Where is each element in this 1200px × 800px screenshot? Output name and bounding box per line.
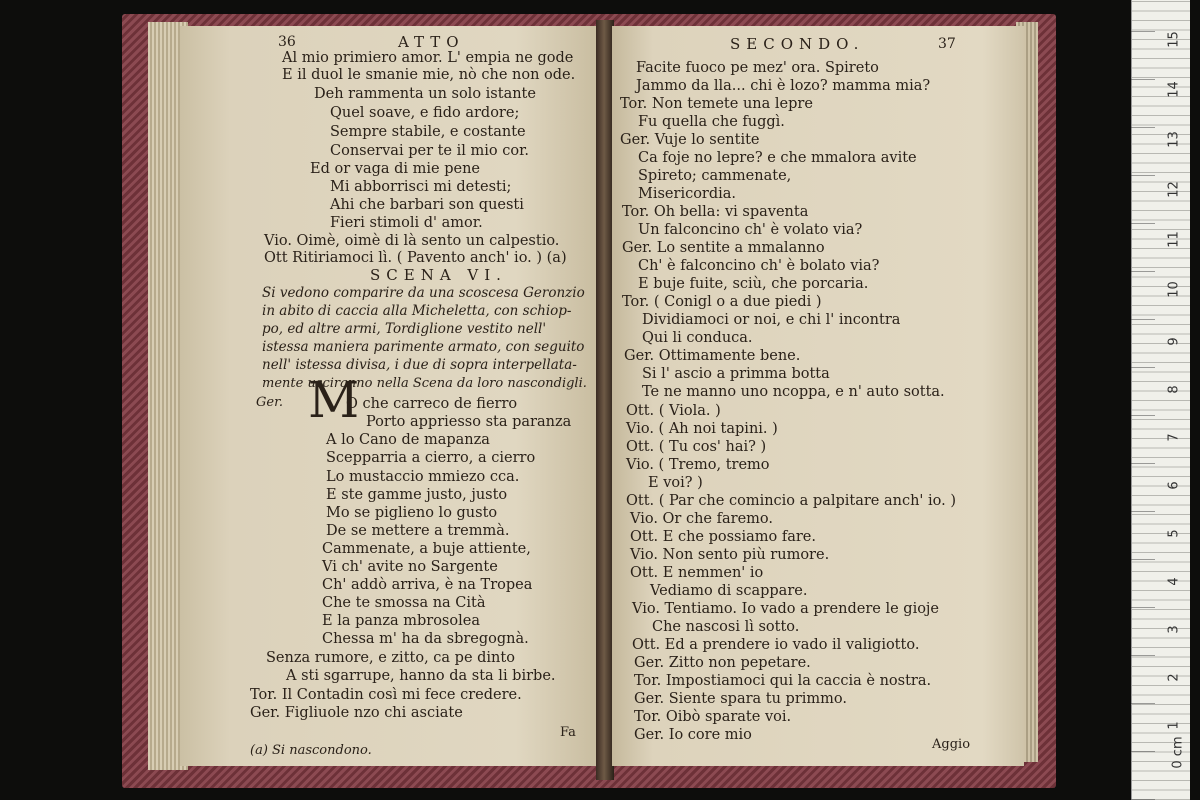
text-line: Facite fuoco pe mez' ora. Spireto	[636, 60, 879, 76]
ruler-label: 8	[1166, 385, 1182, 394]
text-line: Fieri stimoli d' amor.	[330, 215, 483, 231]
ruler-label: 12	[1166, 181, 1182, 198]
text-line: Ott. ( Viola. )	[626, 403, 721, 419]
text-line: Ger. Vuje lo sentite	[620, 132, 760, 148]
text-line: Tor. ( Conigl o a due piedi )	[622, 294, 822, 310]
text-line: Mo se piglieno lo gusto	[326, 505, 498, 521]
text-line: Ger. Zitto non pepetare.	[634, 655, 811, 671]
text-line: Ch' addò arriva, è na Tropea	[322, 577, 533, 593]
text-line: Tor. Oh bella: vi spaventa	[622, 204, 809, 220]
text-line: Ger. Figliuole nzo chi asciate	[250, 705, 463, 721]
text-line: E la panza mbrosolea	[322, 613, 480, 629]
text-line: Dividiamoci or noi, e chi l' incontra	[642, 312, 901, 328]
text-line: Vi ch' avite no Sargente	[322, 559, 498, 575]
text-line: Lo mustaccio mmiezo cca.	[326, 469, 520, 485]
stage-direction: Si vedono comparire da una scoscesa Geronzio	[262, 285, 585, 301]
text-line: Ca foje no lepre? e che mmalora avite	[638, 150, 917, 166]
text-line: Porto appriesso sta paranza	[366, 414, 572, 430]
text-line: E il duol le smanie mie, nò che non ode.	[282, 67, 576, 83]
ruler-label: 15	[1166, 31, 1182, 48]
right-page	[612, 26, 1024, 766]
text-line: E buje fuite, sciù, che porcaria.	[638, 276, 869, 292]
drop-cap: M	[308, 371, 360, 429]
ruler-label: 13	[1166, 131, 1182, 148]
text-line: Ed or vaga di mie pene	[310, 161, 481, 177]
text-line: Tor. Impostiamoci qui la caccia è nostra.	[634, 673, 932, 689]
ruler-label: 10	[1166, 281, 1182, 298]
text-line: O che carreco de fierro	[346, 396, 518, 412]
text-line: Te ne manno uno ncoppa, e n' auto sotta.	[642, 384, 945, 400]
text-line: A lo Cano de mapanza	[326, 432, 490, 448]
text-line: E ste gamme justo, justo	[326, 487, 508, 503]
catchword: Fa	[560, 725, 576, 740]
text-line: Ch' è falconcino ch' è bolato via?	[638, 258, 880, 274]
text-line: Mi abborrisci mi detesti;	[330, 179, 512, 195]
text-line: Chessa m' ha da sbregognà.	[322, 631, 529, 647]
stage-direction: mente usciranno nella Scena da loro nascondigli.	[262, 376, 587, 391]
text-line: Ott Ritiriamoci lì. ( Pavento anch' io. ) (a)	[264, 250, 567, 266]
stage-direction: in abito di caccia alla Micheletta, con schiop-	[262, 303, 572, 319]
text-line: Ott. Ed a prendere io vado il valigiotto.	[632, 637, 920, 653]
text-line: Si l' ascio a primma botta	[642, 366, 830, 382]
text-line: Ott. ( Tu cos' hai? )	[626, 439, 767, 455]
text-line: Quel soave, e fido ardore;	[330, 105, 520, 121]
text-line: Deh rammenta un solo istante	[314, 86, 536, 102]
ruler-label: 11	[1166, 231, 1182, 248]
ruler-label: 4	[1166, 577, 1182, 586]
text-line: A sti sgarrupe, hanno da sta li birbe.	[286, 668, 556, 684]
ruler-label: 1	[1166, 721, 1182, 730]
text-line: Qui li conduca.	[642, 330, 753, 346]
left-running-head: ATTO	[398, 33, 465, 51]
left-page	[180, 26, 600, 766]
right-running-head: SECONDO.	[730, 35, 865, 53]
text-line: Tor. Il Contadin così mi fece credere.	[250, 687, 522, 703]
text-line: Misericordia.	[638, 186, 737, 202]
ruler-label: 14	[1166, 81, 1182, 98]
text-line: Conservai per te il mio cor.	[330, 143, 530, 159]
text-line: Jammo da lla... chi è lozo? mamma mia?	[636, 78, 931, 94]
text-line: Fu quella che fuggì.	[638, 114, 785, 130]
text-line: Ger. Lo sentite a mmalanno	[622, 240, 825, 256]
text-line: Che te smossa na Cità	[322, 595, 486, 611]
text-line: Ott. E che possiamo fare.	[630, 529, 817, 545]
ruler-label: 3	[1166, 625, 1182, 634]
text-line: Vio. Oimè, oimè di là sento un calpestio.	[264, 233, 560, 249]
text-line: Cammenate, a buje attiente,	[322, 541, 531, 557]
text-line: Sempre stabile, e costante	[330, 124, 526, 140]
right-page-number: 37	[938, 36, 956, 52]
ruler-label: 6	[1166, 481, 1182, 490]
text-line: Ott. ( Par che comincio a palpitare anch' io. )	[626, 493, 956, 509]
text-line: Ott. E nemmen' io	[630, 565, 764, 581]
text-line: Spireto; cammenate,	[638, 168, 792, 184]
text-line: E voi? )	[648, 475, 703, 491]
text-line: Vediamo di scappare.	[650, 583, 808, 599]
text-line: Al mio primiero amor. L' empia ne gode	[282, 50, 574, 66]
text-line: Ger. Siente spara tu primmo.	[634, 691, 847, 707]
text-line: Vio. Tentiamo. Io vado a prendere le gioje	[632, 601, 940, 617]
ruler-label: 7	[1166, 433, 1182, 442]
text-line: Vio. ( Ah noi tapini. )	[626, 421, 778, 437]
text-line: Vio. Or che faremo.	[630, 511, 773, 527]
text-line: De se mettere a tremmà.	[326, 523, 510, 539]
text-line: Ger. Ottimamente bene.	[624, 348, 801, 364]
text-line: Tor. Non temete una lepre	[620, 96, 813, 112]
ruler-label: 5	[1166, 529, 1182, 538]
ruler-label: 2	[1166, 673, 1182, 682]
stage-direction: istessa maniera parimente armato, con seguito	[262, 339, 585, 355]
footnote: (a) Si nascondono.	[250, 743, 372, 758]
text-line: Un falconcino ch' è volato via?	[638, 222, 863, 238]
left-page-number: 36	[278, 34, 296, 50]
ruler-major-ticks	[1131, 0, 1155, 800]
catchword: Aggio	[932, 737, 971, 752]
text-line: Ger. Io core mio	[634, 727, 752, 743]
stage-direction: po, ed altre armi, Tordiglione vestito nell'	[262, 321, 547, 337]
ruler-label: 9	[1166, 337, 1182, 346]
text-line: Tor. Oibò sparate voi.	[634, 709, 792, 725]
stage-direction: nell' istessa divisa, i due di sopra interpellata-	[262, 357, 577, 373]
text-line: Vio. Non sento più rumore.	[630, 547, 830, 563]
speaker-label: Ger.	[256, 395, 283, 410]
scene-heading: SCENA VI.	[370, 266, 507, 284]
ruler-label: 0 cm	[1170, 736, 1186, 769]
text-line: Scepparria a cierro, a cierro	[326, 450, 536, 466]
text-line: Vio. ( Tremo, tremo	[626, 457, 770, 473]
text-line: Senza rumore, e zitto, ca pe dinto	[266, 650, 515, 666]
text-line: Che nascosi lì sotto.	[652, 619, 800, 635]
text-line: Ahi che barbari son questi	[330, 197, 524, 213]
